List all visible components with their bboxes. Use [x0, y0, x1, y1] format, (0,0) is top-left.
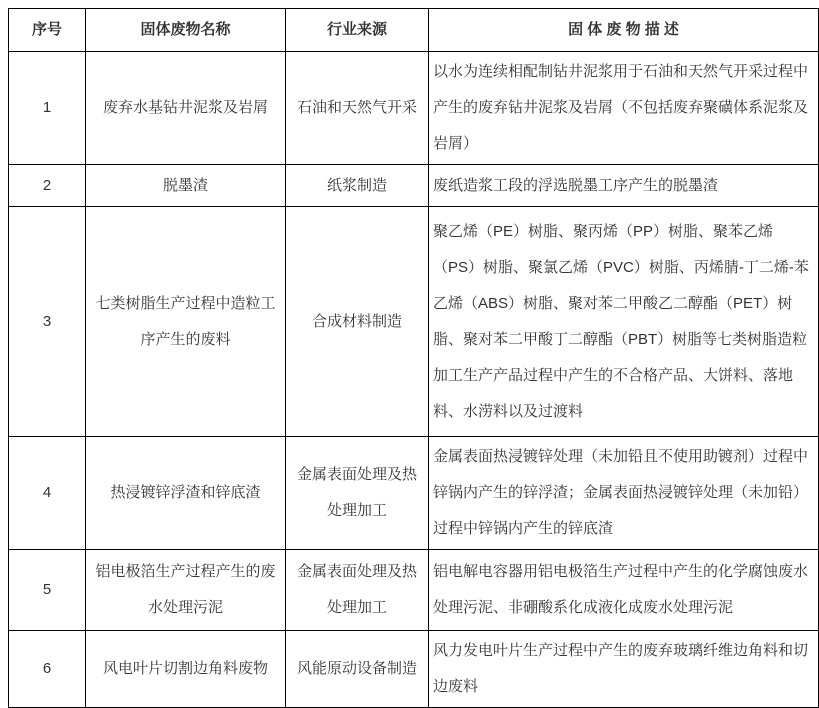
table-row	[9, 165, 819, 207]
column-header-industry-source: 行业来源	[286, 9, 429, 52]
table-header-row	[9, 9, 819, 52]
cell-waste-description: 聚乙烯（PE）树脂、聚丙烯（PP）树脂、聚苯乙烯（PS）树脂、聚氯乙烯（PVC）树脂、丙烯腈-丁二烯-苯乙烯（ABS）树脂、聚对苯二甲酸乙二醇酯（PET）树脂、聚对苯二甲酸丁二醇酯（PBT）树脂等七类树脂造粒加工生产产品过程中产生的不合格产品、大饼料、落地料、水涝料以及过渡料	[429, 207, 819, 437]
cell-industry-source: 纸浆制造	[286, 165, 429, 207]
table-row	[9, 207, 819, 437]
cell-no: 3	[9, 207, 86, 437]
cell-waste-name: 风电叶片切割边角料废物	[86, 631, 286, 708]
cell-waste-description: 铝电解电容器用铝电极箔生产过程中产生的化学腐蚀废水处理污泥、非硼酸系化成液化成废水处理污泥	[429, 550, 819, 631]
cell-no: 2	[9, 165, 86, 207]
cell-no: 6	[9, 631, 86, 708]
cell-waste-description: 金属表面热浸镀锌处理（未加铅且不使用助镀剂）过程中锌锅内产生的锌浮渣；金属表面热浸镀锌处理（未加铅）过程中锌锅内产生的锌底渣	[429, 437, 819, 550]
cell-waste-description: 以水为连续相配制钻井泥浆用于石油和天然气开采过程中产生的废弃钻井泥浆及岩屑（不包括废弃聚磺体系泥浆及岩屑）	[429, 52, 819, 165]
column-header-waste-name: 固体废物名称	[86, 9, 286, 52]
cell-waste-description: 废纸造浆工段的浮选脱墨工序产生的脱墨渣	[429, 165, 819, 207]
cell-waste-name: 废弃水基钻井泥浆及岩屑	[86, 52, 286, 165]
cell-no: 5	[9, 550, 86, 631]
table-row	[9, 631, 819, 708]
table-row	[9, 437, 819, 550]
cell-industry-source: 金属表面处理及热处理加工	[286, 437, 429, 550]
column-header-waste-description: 固 体 废 物 描 述	[429, 9, 819, 52]
cell-industry-source: 金属表面处理及热处理加工	[286, 550, 429, 631]
cell-no: 4	[9, 437, 86, 550]
cell-industry-source: 石油和天然气开采	[286, 52, 429, 165]
table-row	[9, 550, 819, 631]
cell-waste-name: 热浸镀锌浮渣和锌底渣	[86, 437, 286, 550]
cell-industry-source: 风能原动设备制造	[286, 631, 429, 708]
cell-industry-source: 合成材料制造	[286, 207, 429, 437]
cell-waste-description: 风力发电叶片生产过程中产生的废弃玻璃纤维边角料和切边废料	[429, 631, 819, 708]
solid-waste-table	[8, 8, 819, 708]
cell-waste-name: 铝电极箔生产过程产生的废水处理污泥	[86, 550, 286, 631]
cell-no: 1	[9, 52, 86, 165]
cell-waste-name: 七类树脂生产过程中造粒工序产生的废料	[86, 207, 286, 437]
cell-waste-name: 脱墨渣	[86, 165, 286, 207]
column-header-no: 序号	[9, 9, 86, 52]
table-row	[9, 52, 819, 165]
